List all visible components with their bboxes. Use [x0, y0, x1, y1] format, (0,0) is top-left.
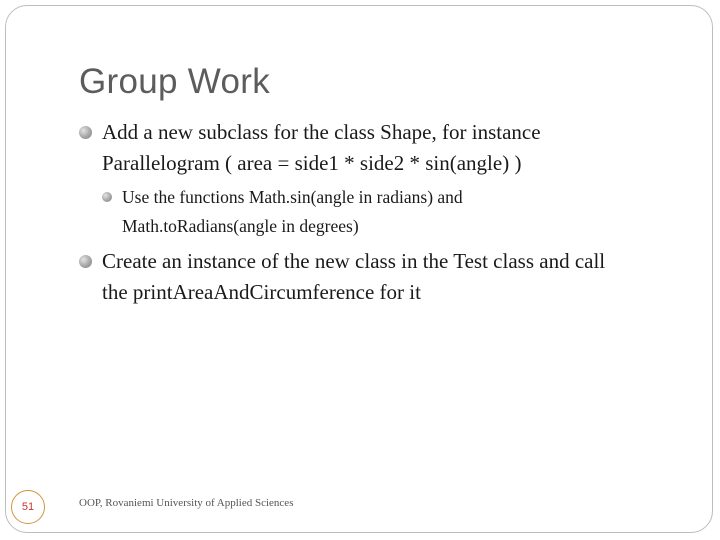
- bullet-dot-icon: [79, 255, 92, 268]
- sub-bullet-dot-icon: [102, 192, 112, 202]
- page-number-badge: [11, 490, 45, 524]
- sub-bullet-text-line: Use the functions Math.sin(angle in radians) and: [122, 187, 463, 207]
- bullet-text-line: Parallelogram ( area = side1 * side2 * sin(angle) ): [102, 151, 522, 175]
- slide-footer: OOP, Rovaniemi University of Applied Sciences: [79, 497, 294, 509]
- bullet-text-line: Create an instance of the new class in the Test class and call: [102, 249, 606, 273]
- sub-bullet-item: [102, 183, 682, 241]
- slide-title: Group Work: [79, 62, 271, 101]
- bullet-text-line: Add a new subclass for the class Shape, for instance: [102, 120, 541, 144]
- page-number: 51: [21, 501, 35, 513]
- bullet-text-line: the printAreaAndCircumference for it: [102, 280, 421, 304]
- bullet-item: [79, 246, 679, 308]
- sub-bullet-text-line: Math.toRadians(angle in degrees): [122, 216, 359, 236]
- bullet-dot-icon: [79, 126, 92, 139]
- bullet-item: [79, 117, 679, 179]
